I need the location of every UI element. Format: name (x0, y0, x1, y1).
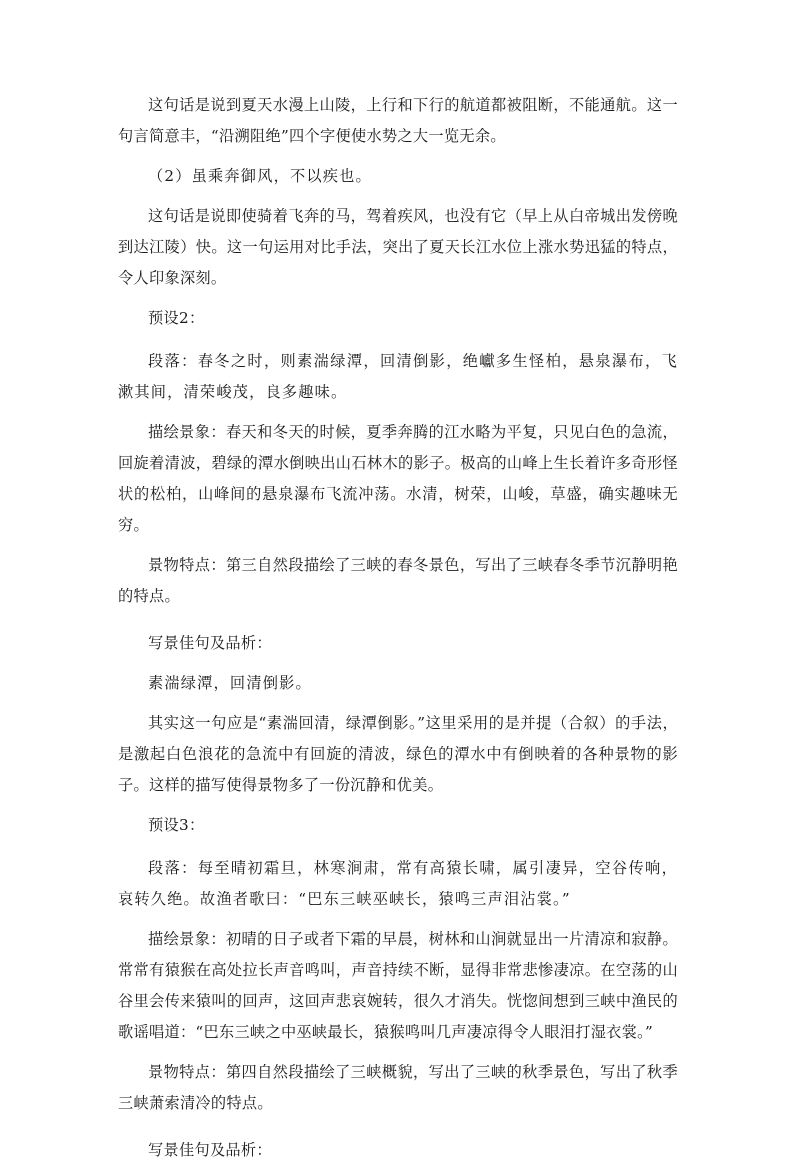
heading-preset-2: 预设2： (148, 309, 205, 327)
heading-fine-sentence-2: 写景佳句及品析： (148, 1141, 272, 1159)
paragraph-autumn-scene: 描绘景象：初晴的日子或者下霜的早晨，树林和山涧就显出一片清凉和寂静。常常有猿猴在高处拉长声音鸣叫，声音持续不断，显得非常悲惨凄凉。在空荡的山谷里会传来猿叫的回声，这回声悲哀婉转，很久才消失。恍惚间想到三峡中渔民的歌谣唱道：“巴东三峡之中巫峡最长，猿猴鸣叫几声凄凉得令人眼泪打湿衣裳。” (118, 930, 678, 1041)
paragraph-spring-winter-feature: 景物特点：第三自然段描绘了三峡的春冬景色，写出了三峡春冬季节沉静明艳的特点。 (118, 556, 678, 605)
paragraph-autumn-text: 段落：每至晴初霜旦，林寒涧肃，常有高猿长啸，属引凄异，空谷传响，哀转久绝。故渔者歌曰：“巴东三峡巫峡长，猿鸣三声泪沾裳。” (118, 859, 678, 908)
quote-item-2: （2）虽乘奔御风，不以疾也。 (148, 167, 372, 185)
paragraph-autumn-feature: 景物特点：第四自然段描绘了三峡概貌，写出了三峡的秋季景色，写出了秋季三峡萧索清冷的特点。 (118, 1063, 678, 1112)
paragraph-comparison-analysis: 这句话是说即使骑着飞奔的马，驾着疾风，也没有它（早上从白帝城出发傍晚到达江陵）快。这一句运用对比手法，突出了夏天长江水位上涨水势迅猛的特点，令人印象深刻。 (118, 207, 678, 287)
document-body (118, 90, 678, 1166)
paragraph-summer-analysis: 这句话是说到夏天水漫上山陵，上行和下行的航道都被阻断，不能通航。这一句言简意丰，“沿溯阻绝”四个字便使水势之大一览无余。 (118, 96, 678, 145)
heading-preset-3: 预设3： (148, 816, 205, 834)
paragraph-spring-winter-scene: 描绘景象：春天和冬天的时候，夏季奔腾的江水略为平复，只见白色的急流，回旋着清波，碧绿的潭水倒映出山石林木的影子。极高的山峰上生长着许多奇形怪状的松柏，山峰间的悬泉瀑布飞流冲荡。水清，树荣，山峻，草盛，确实趣味无穷。 (118, 423, 678, 534)
heading-fine-sentence-1: 写景佳句及品析： (148, 634, 272, 652)
paragraph-spring-winter-text: 段落：春冬之时，则素湍绿潭，回清倒影，绝巘多生怪柏，悬泉瀑布，飞漱其间，清荣峻茂，良多趣味。 (118, 352, 678, 401)
paragraph-fine-sentence-analysis: 其实这一句应是“素湍回清，绿潭倒影。”这里采用的是并提（合叙）的手法，是激起白色浪花的急流中有回旋的清波，绿色的潭水中有倒映着的各种景物的影子。这样的描写使得景物多了一份沉静和优美。 (118, 714, 678, 794)
quote-fine-sentence-1: 素湍绿潭，回清倒影。 (148, 674, 312, 692)
